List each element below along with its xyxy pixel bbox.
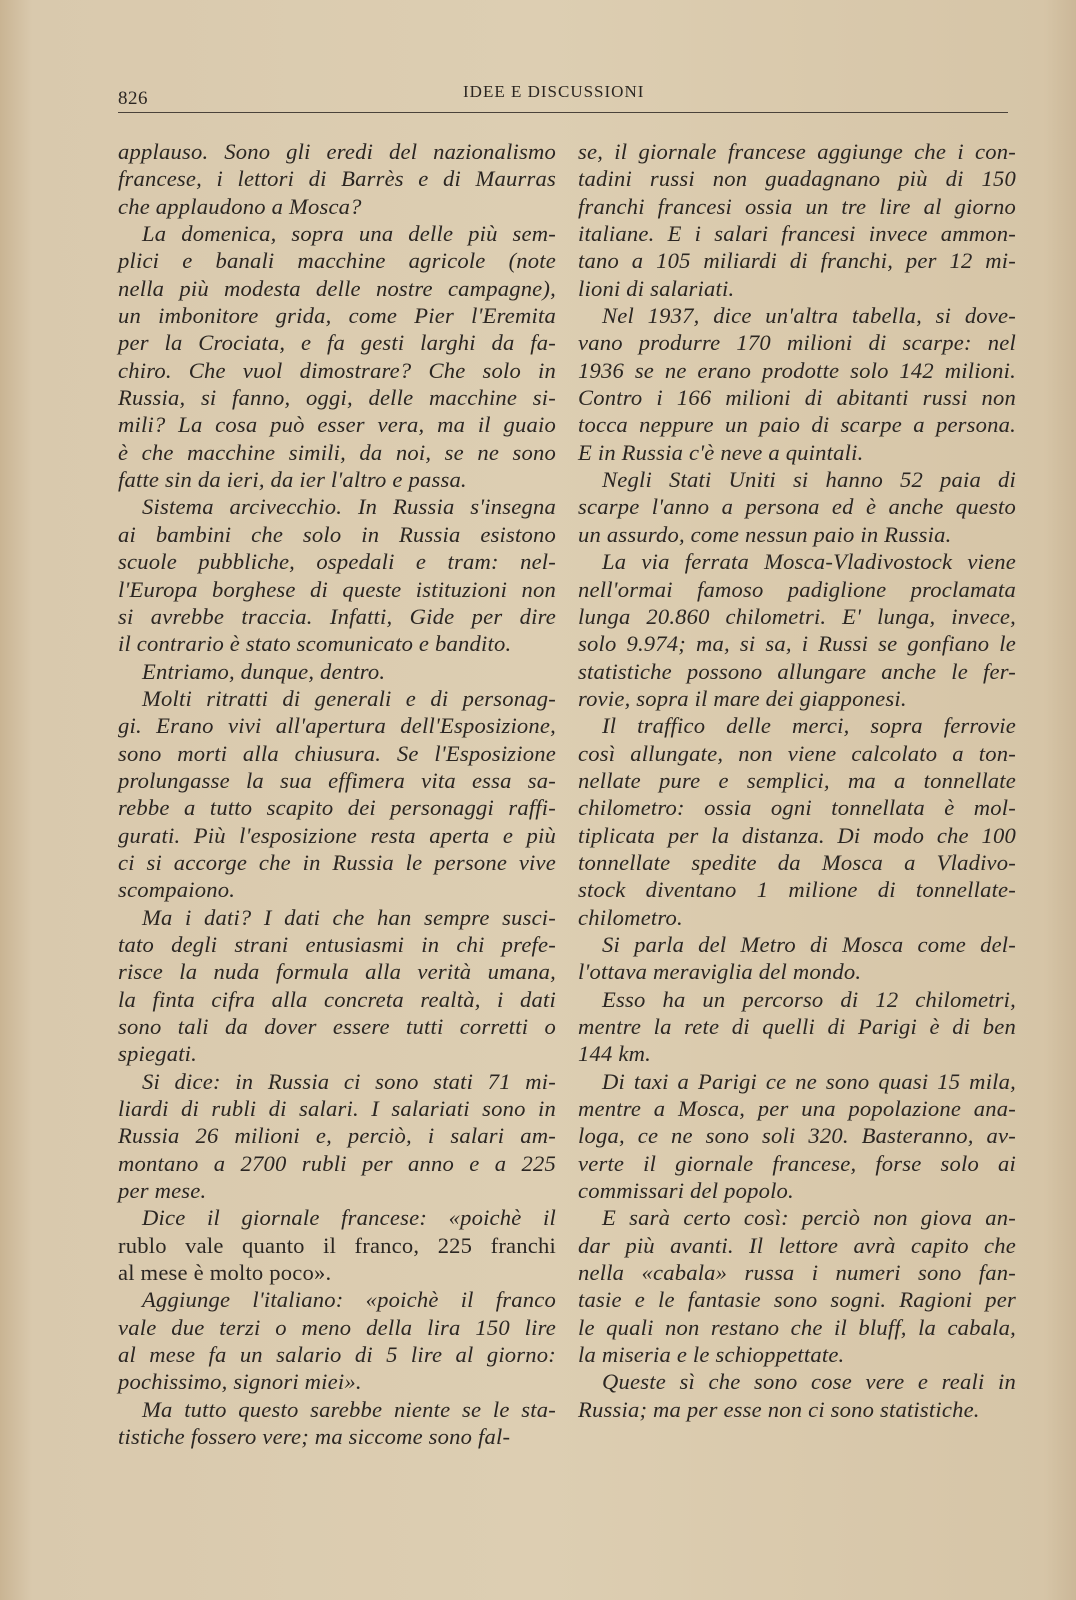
text-line: 1936 se ne erano prodotte solo 142 milioni. (578, 357, 1016, 383)
text-line: spiegati. (118, 1041, 197, 1067)
text-line: al mese fa un salario di 5 lire al giorno: (118, 1342, 556, 1368)
text-line: per mese. (118, 1178, 207, 1204)
left-text-column (118, 138, 556, 1451)
text-line: Dice il giornale francese: «poichè il (142, 1205, 556, 1231)
text-line: E sarà certo così: perciò non giova an- (602, 1205, 1016, 1231)
text-line: La via ferrata Mosca-Vladivostock viene (602, 549, 1016, 575)
text-line: mentre a Mosca, per una popolazione ana- (578, 1096, 1016, 1122)
text-line: Russia; ma per esse non ci sono statistiche. (578, 1396, 980, 1422)
text-line: chiro. Che vuol dimostrare? Che solo in (118, 357, 556, 383)
text-line: liardi di rubli di salari. I salariati sono in (118, 1096, 556, 1122)
text-line: tistiche fossero vere; ma siccome sono fal- (118, 1424, 511, 1450)
text-line: nell'ormai famoso padiglione proclamata (578, 576, 1016, 602)
text-line: 144 km. (578, 1041, 651, 1067)
text-line: commissari del popolo. (578, 1178, 794, 1204)
text-line: Ma i dati? I dati che han sempre susci- (142, 904, 556, 930)
text-line: Queste sì che sono cose vere e reali in (602, 1369, 1016, 1395)
text-line: Russia 26 milioni e, perciò, i salari am- (118, 1123, 556, 1149)
text-line: Di taxi a Parigi ce ne sono quasi 15 mila, (602, 1068, 1016, 1094)
header-rule (118, 112, 1008, 113)
text-line: sono tali da dover essere tutti corretti o (118, 1014, 556, 1039)
text-line: gi. Erano vivi all'apertura dell'Esposizione, (118, 713, 556, 739)
text-line: rebbe a tutto scapito dei personaggi raffi- (118, 795, 556, 821)
text-line: francese, i lettori di Barrès e di Maurras (118, 166, 556, 192)
text-line: Si dice: in Russia ci sono stati 71 mi- (142, 1068, 556, 1094)
text-line: Ma tutto questo sarebbe niente se le sta- (142, 1396, 556, 1422)
text-line: vano produrre 170 milioni di scarpe: nel (578, 330, 1016, 356)
text-line: chilometro. (578, 904, 683, 930)
text-line: che applaudono a Mosca? (118, 193, 362, 219)
text-line: vale due terzi o meno della lira 150 lire (118, 1314, 556, 1340)
running-title: IDEE E DISCUSSIONI (463, 82, 645, 101)
text-line: italiane. E i salari francesi invece ammon- (578, 221, 1016, 247)
text-line: La domenica, sopra una delle più sem- (142, 221, 556, 247)
text-line: scompaiono. (118, 877, 236, 903)
text-line: tano a 105 miliardi di franchi, per 12 mi- (578, 248, 1016, 274)
text-line: lunga 20.860 chilometri. E' lunga, invece, (578, 603, 1016, 629)
text-line: nellate pure e semplici, ma a tonnellate (578, 767, 1016, 793)
text-line: dar più avanti. Il lettore avrà capito che (578, 1232, 1016, 1258)
text-line: tasie e le fantasie sono sogni. Ragioni per (578, 1287, 1016, 1313)
text-line: lioni di salariati. (578, 275, 735, 301)
text-line: la finta cifra alla concreta realtà, i dati (118, 986, 556, 1012)
text-line: per la Crociata, e fa gesti larghi da fa- (118, 330, 556, 356)
text-line: un imbonitore grida, come Pier l'Eremita (118, 303, 556, 329)
text-line: ai bambini che solo in Russia esistono (118, 521, 556, 547)
text-line: rublo vale quanto il franco, 225 franchi (118, 1232, 556, 1258)
text-line: stock diventano 1 milione di tonnellate- (578, 877, 1016, 903)
text-line: tiplicata per la distanza. Di modo che 100 (578, 822, 1016, 848)
text-line: un assurdo, come nessun paio in Russia. (578, 521, 952, 547)
text-line: tocca neppure un paio di scarpe a persona. (578, 412, 1016, 438)
text-line: scarpe l'anno a persona ed è anche questo (578, 494, 1016, 520)
text-line: mili? La cosa può esser vera, ma il guaio (118, 412, 556, 438)
text-line: Esso ha un percorso di 12 chilometri, (602, 986, 1016, 1012)
text-line: si avrebbe traccia. Infatti, Gide per dire (118, 603, 556, 629)
text-line: pochissimo, signori miei». (118, 1369, 362, 1395)
right-text-column (578, 138, 1016, 1423)
text-line: montano a 2700 rubli per anno e a 225 (118, 1150, 556, 1176)
text-line: Contro i 166 milioni di abitanti russi non (578, 385, 1016, 411)
text-line: E in Russia c'è neve a quintali. (578, 439, 864, 465)
text-line: al mese è molto poco». (118, 1260, 332, 1286)
text-line: Si parla del Metro di Mosca come del- (602, 931, 1016, 957)
text-line: Russia, si fanno, oggi, delle macchine si- (118, 385, 556, 411)
text-line: fatte sin da ieri, da ier l'altro e passa. (118, 467, 467, 493)
text-line: prolungasse la sua effimera vita essa sa- (118, 767, 556, 793)
text-line: loga, ce ne sono soli 320. Basteranno, av- (578, 1123, 1016, 1149)
text-line: nella più modesta delle nostre campagne), (118, 275, 556, 301)
text-line: è che macchine simili, da noi, se ne sono (118, 439, 556, 465)
text-line: la miseria e le schioppettate. (578, 1342, 845, 1368)
page-header (118, 80, 1008, 116)
text-line: se, il giornale francese aggiunge che i con- (578, 139, 1016, 164)
text-line: tonnellate spedite da Mosca a Vladivo- (578, 849, 1016, 875)
text-line: sono morti alla chiusura. Se l'Esposizione (118, 740, 556, 766)
text-line: franchi francesi ossia un tre lire al giorno (578, 193, 1016, 219)
text-line: Aggiunge l'italiano: «poichè il franco (142, 1287, 556, 1313)
text-line: l'Europa borghese di queste istituzioni non (118, 576, 556, 602)
text-line: tadini russi non guadagnano più di 150 (578, 166, 1016, 192)
text-line: mentre la rete di quelli di Parigi è di ben (578, 1014, 1016, 1039)
text-line: applauso. Sono gli eredi del nazionalismo (118, 139, 556, 164)
text-line: risce la nuda formula alla verità umana, (118, 959, 556, 985)
text-line: ci si accorge che in Russia le persone vive (118, 849, 556, 875)
text-line: chilometro: ossia ogni tonnellata è mol- (578, 795, 1016, 821)
text-line: il contrario è stato scomunicato e bandito. (118, 631, 512, 657)
text-line: scuole pubbliche, ospedali e tram: nel- (118, 549, 556, 575)
text-line: Negli Stati Uniti si hanno 52 paia di (602, 467, 1016, 493)
text-line: solo 9.974; ma, si sa, i Russi se gonfiano le (578, 631, 1016, 657)
text-line: statistiche possono allungare anche le fer- (578, 658, 1016, 684)
text-line: Il traffico delle merci, sopra ferrovie (602, 713, 1016, 739)
text-line: verte il giornale francese, forse solo ai (578, 1150, 1016, 1176)
page-number: 826 (118, 88, 148, 109)
text-line: Nel 1937, dice un'altra tabella, si dove- (602, 303, 1016, 329)
text-line: gurati. Più l'esposizione resta aperta e più (118, 822, 556, 848)
text-line: plici e banali macchine agricole (note (118, 248, 556, 274)
text-line: nella «cabala» russa i numeri sono fan- (578, 1260, 1016, 1286)
text-line: tato degli strani entusiasmi in chi prefe- (118, 931, 556, 957)
text-line: le quali non restano che il bluff, la cabala, (578, 1314, 1016, 1340)
text-line: Sistema arcivecchio. In Russia s'insegna (142, 494, 556, 520)
text-line: così allungate, non viene calcolato a ton- (578, 740, 1016, 766)
text-line: Entriamo, dunque, dentro. (142, 658, 386, 684)
text-line: Molti ritratti di generali e di personag- (142, 685, 556, 711)
text-line: l'ottava meraviglia del mondo. (578, 959, 862, 985)
text-line: rovie, sopra il mare dei giapponesi. (578, 685, 907, 711)
